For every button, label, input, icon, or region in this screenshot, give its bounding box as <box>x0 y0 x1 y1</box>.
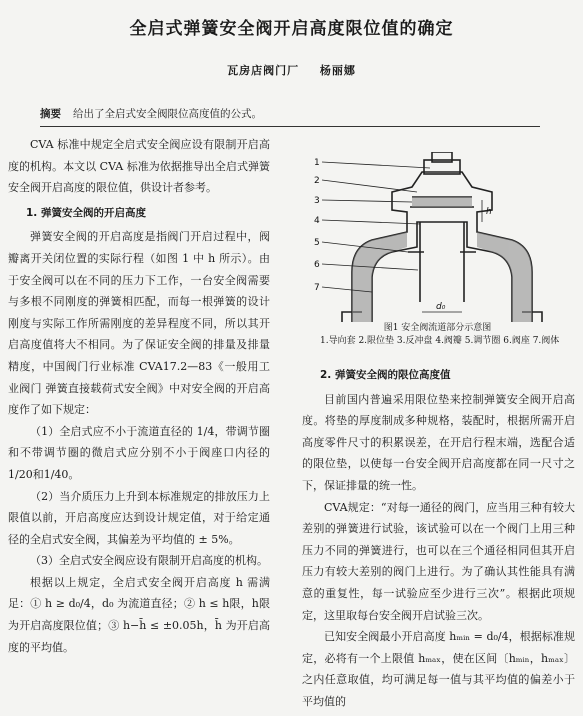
author-line <box>0 62 583 78</box>
section1-heading: 1. 弹簧安全阀的开启高度 <box>26 206 146 219</box>
figure-caption <box>300 322 575 348</box>
label-2: 2 <box>314 176 320 186</box>
label-6: 6 <box>314 260 320 270</box>
author-affiliation: 瓦房店阀门厂 <box>227 64 300 77</box>
section2-paragraph-2: CVA规定：“对每一通径的阀门，应当用三种有较大差别的弹簧进行试验，该试验可以在一个阀门上用三种压力不同的弹簧进行，也可以在三个通径相同但其开启压力有较大差别的阀门上进行。为了确认其性能具有满意的重复性，每一试验应至少进行三次”。根据此项规定，这里取每台安全阀开启试验三次。 <box>302 500 575 622</box>
label-3: 3 <box>314 196 320 206</box>
abstract-text: 给出了全启式安全阀限位高度值的公式。 <box>73 108 262 120</box>
section1-paragraph: 弹簧安全阀的开启高度是指阀门开启过程中，阀瓣离开关闭位置的实际行程（如图 1 中 h 所示）。由于安全阀可以在不同的压力下工作，一台安全阀需要与多根不同刚度的弹簧相匹配，而每一根弹簧的设计刚度与实际工作所需刚度的差异程度不同，所以其开启高度值将大不相同。为了保证安全阀的排量及排量精度，中国阀门行业标准 CVA17.2—83《一般用工业阀门 弹簧直接载荷式安全阀》中对安全阀的开启高度作了如下规定： <box>8 230 270 417</box>
abstract <box>40 103 540 127</box>
section2-heading: 2. 弹簧安全阀的限位高度值 <box>320 369 451 381</box>
section2-paragraph-3: 已知安全阀最小开启高度 hₘᵢₙ = d₀/4，根据标准规定，必将有一个上限值 hₘₐₓ，使在区间〔hₘᵢₙ，hₘₐₓ〕之内任意取值，均可满足每一值与其平均值的偏差小于平均值的 <box>302 630 575 708</box>
author-name: 杨丽娜 <box>319 64 356 77</box>
rule-2: （2）当介质压力上升到本标准规定的排放压力上限值以前，开启高度应达到设计规定值，对于给定通径的全启式安全阀，其偏差为平均值的 ± 5%。 <box>8 489 270 546</box>
label-d0: d₀ <box>436 302 446 312</box>
label-7: 7 <box>314 283 320 293</box>
rule-1: （1）全启式应不小于流道直径的 1/4，带调节圈和不带调节圈的微启式应分别不小于阀座口内径的 1/20和1/40。 <box>8 424 270 481</box>
paper-title: 全启式弹簧安全阀开启高度限位值的确定 <box>129 19 454 39</box>
label-4: 4 <box>314 216 320 226</box>
intro-paragraph: CVA 标准中规定全启式安全阀应设有限制开启高度的机构。本文以 CVA 标准为依据推导出全启式弹簧安全阀开启高度的限位值，供设计者参考。 <box>8 138 270 195</box>
label-5: 5 <box>314 238 320 248</box>
abstract-label: 摘要 <box>40 108 61 120</box>
valve-cross-section-drawing <box>312 152 570 322</box>
rule-3: （3）全启式安全阀应设有限制开启高度的机构。 <box>30 554 268 568</box>
valve-diagram <box>312 152 570 322</box>
section2-paragraph-1: 目前国内普遍采用限位垫来控制弹簧安全阀开启高度。将垫的厚度制成多种规格，装配时，根据所需开启高度零件尺寸的积累误差，在开启行程末端，选配合适的限位垫，以使每一台安全阀开启高度都在同一尺寸之下，保证排量的统一性。 <box>302 392 575 492</box>
figure-legend: 1.导向套 2.限位垫 3.反冲盘 4.阀瓣 5.调节圈 6.阀座 7.阀体 <box>320 336 560 346</box>
label-1: 1 <box>314 158 320 168</box>
figure-caption-title: 图1 安全阀流道部分示意图 <box>383 323 492 333</box>
conditions-paragraph: 根据以上规定，全启式安全阀开启高度 h 需满足：① h ≥ d₀/4，d₀ 为流道直径；② h ≤ h限，h限 为开启高度限位值；③ h−h̄ ≤ ±0.05h，h̄ 为开启高度的平均值。 <box>8 575 270 654</box>
right-column <box>302 361 575 713</box>
label-h: h <box>486 207 492 217</box>
left-column <box>8 134 270 658</box>
